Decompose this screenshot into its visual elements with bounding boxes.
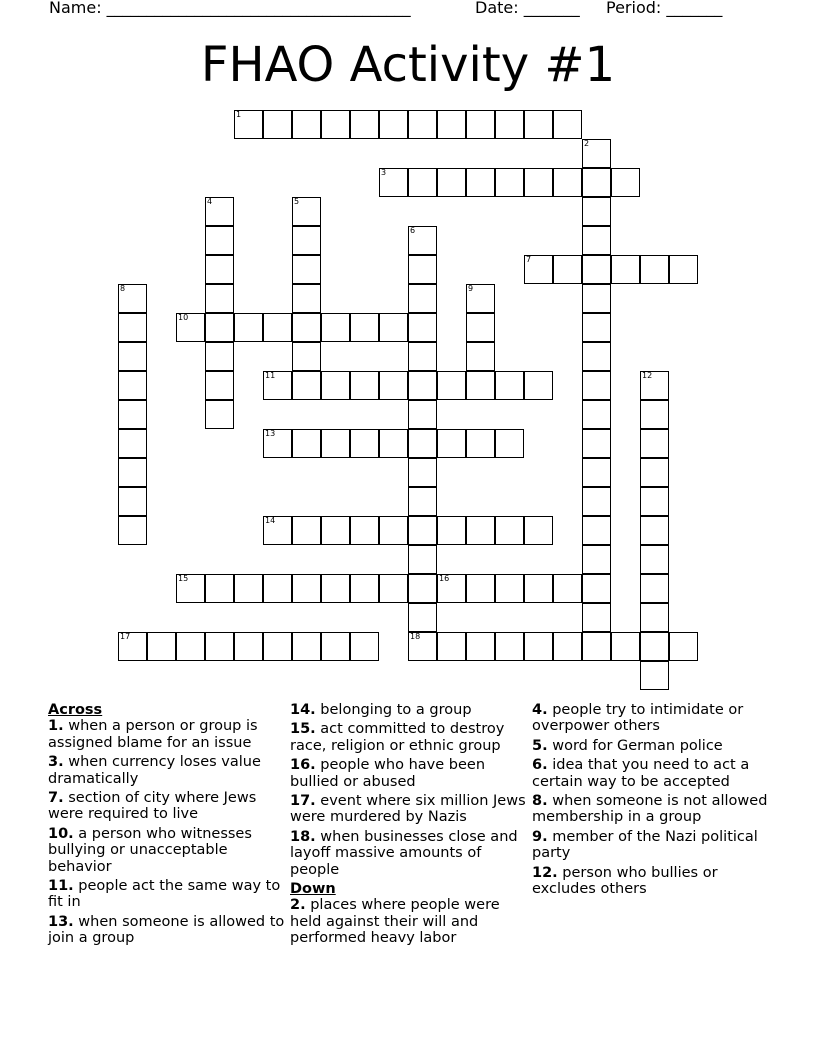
clue-number: 10	[178, 313, 189, 322]
grid-cell[interactable]	[582, 400, 611, 429]
grid-cell[interactable]	[350, 313, 379, 342]
across-clue: 15. act committed to destroy race, religion or ethnic group	[290, 721, 505, 754]
grid-cell[interactable]	[495, 429, 524, 458]
clue-number: 1	[236, 110, 242, 119]
grid-cell[interactable]	[466, 516, 495, 545]
grid-cell[interactable]	[640, 255, 669, 284]
grid-cell[interactable]	[205, 400, 234, 429]
grid-cell[interactable]	[321, 516, 350, 545]
grid-cell[interactable]	[234, 313, 263, 342]
grid-cell[interactable]	[350, 371, 379, 400]
down-clue: 6. idea that you need to act a certain way to be accepted	[532, 757, 750, 790]
grid-cell[interactable]	[350, 429, 379, 458]
grid-cell[interactable]	[292, 255, 321, 284]
grid-cell[interactable]	[582, 255, 611, 284]
grid-cell[interactable]	[321, 110, 350, 139]
grid-cell[interactable]	[205, 284, 234, 313]
grid-cell[interactable]	[640, 603, 669, 632]
clue-number: 4	[207, 197, 213, 206]
grid-cell[interactable]	[437, 516, 466, 545]
grid-cell[interactable]	[292, 197, 321, 226]
grid-cell[interactable]	[292, 284, 321, 313]
grid-cell[interactable]	[582, 226, 611, 255]
grid-cell[interactable]	[582, 516, 611, 545]
clue-number: 6	[410, 226, 416, 235]
grid-cell[interactable]	[408, 168, 437, 197]
grid-cell[interactable]	[640, 400, 669, 429]
name-field[interactable]: Name: ______________________________________	[49, 0, 411, 17]
grid-cell[interactable]	[582, 545, 611, 574]
grid-cell[interactable]	[292, 110, 321, 139]
grid-cell[interactable]	[495, 516, 524, 545]
down-clue: 9. member of the Nazi political party	[532, 828, 758, 862]
clue-number: 3	[381, 168, 387, 177]
grid-cell[interactable]	[408, 313, 437, 342]
grid-cell[interactable]	[408, 516, 437, 545]
down-clue: 4. people try to intimidate or overpower others	[532, 702, 744, 735]
grid-cell[interactable]	[118, 313, 147, 342]
grid-cell[interactable]	[640, 371, 669, 400]
grid-cell[interactable]	[292, 429, 321, 458]
grid-cell[interactable]	[582, 574, 611, 603]
clue-number: 14	[265, 516, 276, 525]
down-clue: 5. word for German police	[532, 737, 723, 754]
grid-cell[interactable]	[640, 487, 669, 516]
grid-cell[interactable]	[582, 342, 611, 371]
grid-cell[interactable]	[495, 371, 524, 400]
grid-cell[interactable]	[640, 574, 669, 603]
grid-cell[interactable]	[611, 632, 640, 661]
grid-cell[interactable]	[205, 197, 234, 226]
across-clue: 16. people who have been bullied or abused	[290, 757, 486, 790]
grid-cell[interactable]	[640, 516, 669, 545]
grid-cell[interactable]	[408, 458, 437, 487]
grid-cell[interactable]	[524, 110, 553, 139]
grid-cell[interactable]	[263, 313, 292, 342]
grid-cell[interactable]	[640, 545, 669, 574]
grid-cell[interactable]	[379, 429, 408, 458]
clue-number: 8	[120, 284, 126, 293]
grid-cell[interactable]	[466, 371, 495, 400]
clue-number: 7	[526, 255, 532, 264]
grid-cell[interactable]	[524, 168, 553, 197]
grid-cell[interactable]	[408, 429, 437, 458]
grid-cell[interactable]	[582, 371, 611, 400]
grid-cell[interactable]	[553, 168, 582, 197]
grid-cell[interactable]	[582, 284, 611, 313]
grid-cell[interactable]	[176, 574, 205, 603]
grid-cell[interactable]	[582, 632, 611, 661]
grid-cell[interactable]	[437, 574, 466, 603]
grid-cell[interactable]	[118, 458, 147, 487]
grid-cell[interactable]	[205, 226, 234, 255]
grid-cell[interactable]	[350, 516, 379, 545]
date-field[interactable]: Date: _______	[475, 0, 580, 17]
grid-cell[interactable]	[582, 168, 611, 197]
grid-cell[interactable]	[669, 255, 698, 284]
clue-number: 5	[294, 197, 300, 206]
grid-cell[interactable]	[640, 458, 669, 487]
grid-cell[interactable]	[553, 255, 582, 284]
grid-cell[interactable]	[640, 632, 669, 661]
down-clue: 8. when someone is not allowed membership in a group	[532, 793, 768, 826]
grid-cell[interactable]	[205, 632, 234, 661]
grid-cell[interactable]	[118, 487, 147, 516]
grid-cell[interactable]	[582, 197, 611, 226]
grid-cell[interactable]	[524, 371, 553, 400]
across-clue: 3. when currency loses value dramatically	[48, 754, 261, 787]
grid-cell[interactable]	[669, 632, 698, 661]
grid-cell[interactable]	[582, 487, 611, 516]
grid-cell[interactable]	[524, 574, 553, 603]
page-title: FHAO Activity #1	[200, 37, 616, 93]
grid-cell[interactable]	[379, 313, 408, 342]
clue-number: 2	[584, 139, 590, 148]
grid-cell[interactable]	[234, 110, 263, 139]
grid-cell[interactable]	[437, 429, 466, 458]
clue-number: 9	[468, 284, 474, 293]
grid-cell[interactable]	[263, 632, 292, 661]
grid-cell[interactable]	[263, 110, 292, 139]
grid-cell[interactable]	[292, 313, 321, 342]
grid-cell[interactable]	[408, 110, 437, 139]
grid-cell[interactable]	[611, 168, 640, 197]
across-clue: 11. people act the same way to fit in	[48, 878, 281, 911]
grid-cell[interactable]	[234, 632, 263, 661]
grid-cell[interactable]	[379, 371, 408, 400]
grid-cell[interactable]	[176, 313, 205, 342]
grid-cell[interactable]	[379, 110, 408, 139]
grid-cell[interactable]	[205, 371, 234, 400]
grid-cell[interactable]	[147, 632, 176, 661]
grid-cell[interactable]	[408, 255, 437, 284]
grid-cell[interactable]	[582, 313, 611, 342]
grid-cell[interactable]	[408, 400, 437, 429]
grid-cell[interactable]	[321, 429, 350, 458]
grid-cell[interactable]	[466, 632, 495, 661]
grid-cell[interactable]	[466, 429, 495, 458]
grid-cell[interactable]	[408, 226, 437, 255]
clues-column-1	[48, 702, 288, 950]
grid-cell[interactable]	[118, 400, 147, 429]
clue-number: 16	[439, 574, 450, 583]
grid-cell[interactable]	[408, 632, 437, 661]
grid-cell[interactable]	[408, 545, 437, 574]
grid-cell[interactable]	[205, 574, 234, 603]
across-clue: 17. event where six million Jews were murdered by Nazis	[290, 793, 526, 826]
grid-cell[interactable]	[437, 371, 466, 400]
grid-cell[interactable]	[553, 110, 582, 139]
grid-cell[interactable]	[263, 574, 292, 603]
grid-cell[interactable]	[582, 429, 611, 458]
clue-number: 17	[120, 632, 131, 641]
grid-cell[interactable]	[640, 661, 669, 690]
grid-cell[interactable]	[350, 574, 379, 603]
clue-number: 13	[265, 429, 276, 438]
clue-number: 12	[642, 371, 653, 380]
grid-cell[interactable]	[582, 458, 611, 487]
grid-cell[interactable]	[437, 168, 466, 197]
grid-cell[interactable]	[118, 429, 147, 458]
grid-cell[interactable]	[582, 603, 611, 632]
across-clue: 10. a person who witnesses bullying or unacceptable behavior	[48, 825, 252, 875]
grid-cell[interactable]	[495, 110, 524, 139]
grid-cell[interactable]	[466, 168, 495, 197]
across-heading: Across	[48, 702, 103, 718]
grid-cell[interactable]	[205, 342, 234, 371]
grid-cell[interactable]	[292, 226, 321, 255]
grid-cell[interactable]	[408, 574, 437, 603]
grid-cell[interactable]	[321, 632, 350, 661]
grid-cell[interactable]	[495, 574, 524, 603]
grid-cell[interactable]	[466, 284, 495, 313]
across-clue: 18. when businesses close and layoff massive amounts of people	[290, 828, 518, 878]
grid-cell[interactable]	[379, 168, 408, 197]
grid-cell[interactable]	[321, 574, 350, 603]
grid-cell[interactable]	[263, 429, 292, 458]
grid-cell[interactable]	[408, 342, 437, 371]
down-clue: 12. person who bullies or excludes others	[532, 864, 718, 898]
grid-cell[interactable]	[379, 516, 408, 545]
grid-cell[interactable]	[350, 632, 379, 661]
grid-cell[interactable]	[176, 632, 205, 661]
grid-cell[interactable]	[321, 371, 350, 400]
grid-cell[interactable]	[524, 632, 553, 661]
clues-column-2	[290, 702, 530, 950]
across-clue: 1. when a person or group is assigned blame for an issue	[48, 718, 258, 751]
grid-cell[interactable]	[437, 632, 466, 661]
grid-cell[interactable]	[118, 284, 147, 313]
grid-cell[interactable]	[495, 632, 524, 661]
grid-cell[interactable]	[118, 371, 147, 400]
grid-cell[interactable]	[553, 574, 582, 603]
grid-cell[interactable]	[408, 487, 437, 516]
grid-cell[interactable]	[408, 284, 437, 313]
grid-cell[interactable]	[234, 574, 263, 603]
across-clue: 13. when someone is allowed to join a group	[48, 913, 285, 947]
clue-number: 11	[265, 371, 276, 380]
clues-column-3	[532, 702, 772, 900]
grid-cell[interactable]	[466, 313, 495, 342]
clue-number: 15	[178, 574, 189, 583]
grid-cell[interactable]	[292, 516, 321, 545]
grid-cell[interactable]	[205, 255, 234, 284]
grid-cell[interactable]	[611, 255, 640, 284]
grid-cell[interactable]	[321, 313, 350, 342]
grid-cell[interactable]	[582, 139, 611, 168]
grid-cell[interactable]	[524, 516, 553, 545]
grid-cell[interactable]	[118, 342, 147, 371]
grid-cell[interactable]	[379, 574, 408, 603]
period-field[interactable]: Period: _______	[606, 0, 723, 17]
grid-cell[interactable]	[408, 603, 437, 632]
grid-cell[interactable]	[495, 168, 524, 197]
grid-cell[interactable]	[292, 574, 321, 603]
grid-cell[interactable]	[292, 371, 321, 400]
grid-cell[interactable]	[437, 110, 466, 139]
across-clue: 7. section of city where Jews were required to live	[48, 790, 257, 823]
grid-cell[interactable]	[350, 110, 379, 139]
grid-cell[interactable]	[466, 574, 495, 603]
grid-cell[interactable]	[118, 516, 147, 545]
grid-cell[interactable]	[263, 371, 292, 400]
grid-cell[interactable]	[553, 632, 582, 661]
grid-cell[interactable]	[263, 516, 292, 545]
grid-cell[interactable]	[118, 632, 147, 661]
grid-cell[interactable]	[292, 342, 321, 371]
down-clue: 2. places where people were held against their will and performed heavy labor	[290, 897, 500, 947]
grid-cell[interactable]	[205, 313, 234, 342]
clue-number: 18	[410, 632, 421, 641]
grid-cell[interactable]	[292, 632, 321, 661]
down-heading: Down	[290, 881, 336, 898]
grid-cell[interactable]	[466, 342, 495, 371]
across-clue: 14. belonging to a group	[290, 702, 472, 718]
grid-cell[interactable]	[640, 429, 669, 458]
grid-cell[interactable]	[408, 371, 437, 400]
grid-cell[interactable]	[524, 255, 553, 284]
grid-cell[interactable]	[466, 110, 495, 139]
